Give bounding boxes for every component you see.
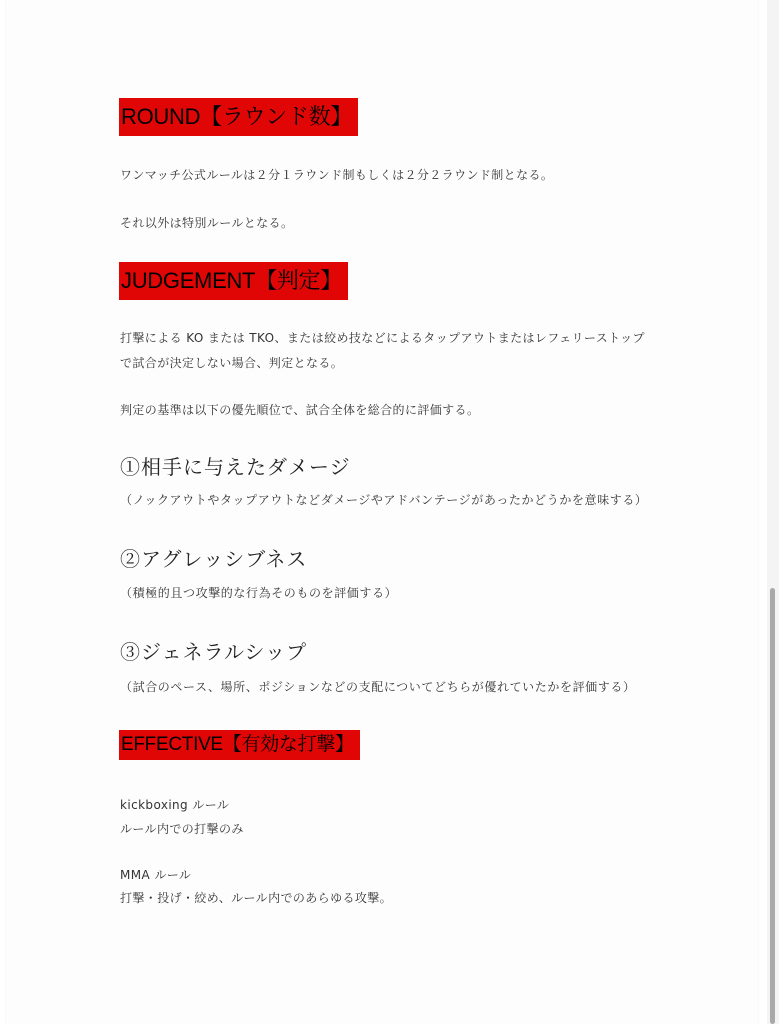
round-line-2: それ以外は特別ルールとなる。 (120, 216, 294, 230)
document-page (6, 0, 758, 1024)
kickboxing-rule-title: kickboxing ルール (120, 798, 230, 812)
scrollbar-thumb[interactable] (770, 588, 775, 1024)
judgement-line-1: 打撃による KO または TKO、または絞め技などによるタップアウトまたはレフェリーストップ (120, 331, 645, 345)
kickboxing-rule-desc: ルール内での打撃のみ (120, 822, 244, 836)
criteria-1-note: （ノックアウトやタップアウトなどダメージやアドバンテージがあったかどうかを意味する） (120, 493, 648, 507)
mma-rule-title: MMA ルール (120, 868, 192, 882)
criteria-3-note: （試合のペース、場所、ポジションなどの支配についてどちらが優れていたかを評価する） (120, 680, 636, 694)
judgement-line-3: 判定の基準は以下の優先順位で、試合全体を総合的に評価する。 (120, 403, 480, 417)
criteria-2-note: （積極的且つ攻撃的な行為そのものを評価する） (120, 586, 398, 600)
scrollbar-track[interactable] (767, 0, 779, 1024)
judgement-heading: JUDGEMENT【判定】 (119, 262, 348, 300)
effective-heading: EFFECTIVE【有効な打撃】 (119, 730, 360, 760)
round-heading: ROUND【ラウンド数】 (119, 98, 358, 136)
criteria-1-title: ①相手に与えたダメージ (120, 455, 351, 479)
round-line-1: ワンマッチ公式ルールは２分１ラウンド制もしくは２分２ラウンド制となる。 (120, 168, 554, 182)
criteria-3-title: ③ジェネラルシップ (120, 640, 308, 664)
criteria-2-title: ②アグレッシブネス (120, 547, 308, 571)
mma-rule-desc: 打撃・投げ・絞め、ルール内でのあらゆる攻撃。 (120, 891, 393, 905)
judgement-line-2: で試合が決定しない場合、判定となる。 (120, 356, 344, 370)
